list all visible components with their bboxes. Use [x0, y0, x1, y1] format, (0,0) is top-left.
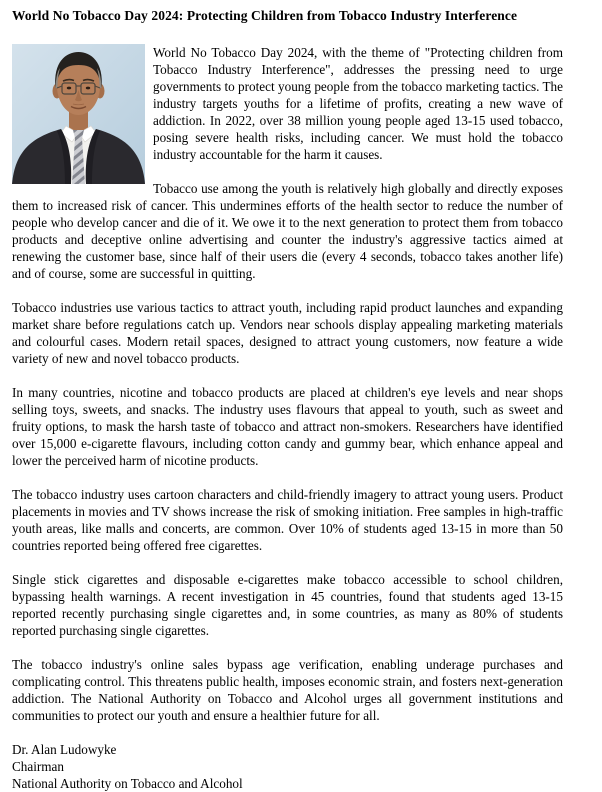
- signature-block: [12, 741, 563, 792]
- signature-role: Chairman: [12, 759, 65, 774]
- signature-name: Dr. Alan Ludowyke: [12, 742, 117, 757]
- portrait-photo: [12, 44, 145, 184]
- signature-organization: National Authority on Tobacco and Alcohol: [12, 776, 243, 791]
- body-paragraph-online-sales: The tobacco industry's online sales bypass age verification, enabling underage purchases and complicating control. This threatens public health, imposes economic strain, and fosters next-generation addiction. The National Authority on Tobacco and Alcohol urges all government institutions and communities to protect our youth and ensure a healthier future for all.: [12, 657, 563, 723]
- body-paragraph-single-sticks: Single stick cigarettes and disposable e-cigarettes make tobacco accessible to school children, bypassing health warnings. A recent investigation in 45 countries, found that students aged 13-15 reported recently purchasing single cigarettes and, in some countries, as many as 80% of students reported purchasing single cigarettes.: [12, 572, 563, 638]
- body-paragraph-marketing-imagery: The tobacco industry uses cartoon characters and child-friendly imagery to attract young users. Product placements in movies and TV shows increase the risk of smoking initiation. Free samples in high-traffic youth areas, like malls and concerts, are common. Over 10% of students aged 13-15 in more than 50 countries reported being offered free cigarettes.: [12, 487, 563, 553]
- body-paragraph-youth-risk: Tobacco use among the youth is relatively high globally and directly exposes them to increased risk of cancer. This undermines efforts of the health sector to reduce the number of people who develop cancer and die of it. We owe it to the next generation to protect them from tobacco products and deceptive online advertising and counter the industry's aggressive tactics aimed at renewing the customer base, since half of their users die (every 4 seconds, tobacco takes another life) and of course, some are successful in quitting.: [12, 181, 563, 281]
- body-paragraph-flavours: In many countries, nicotine and tobacco products are placed at children's eye levels and near shops selling toys, sweets, and snacks. The industry uses flavours that appeal to youth, such as sweet and fruity options, to mask the harsh taste of tobacco and attract non-smokers. Researchers have identified over 15,000 e-cigarette flavours, including cotton candy and gummy bear, which enhance appeal and lower the perceived harm of nicotine products.: [12, 385, 563, 468]
- document-title: World No Tobacco Day 2024: Protecting Children from Tobacco Industry Interference: [12, 8, 518, 23]
- body-paragraph-intro: World No Tobacco Day 2024, with the theme of "Protecting children from Tobacco Industry Interference", addresses the pressing need to urge governments to protect young people from the tobacco marketing tactics. The industry targets youths for a lifetime of profits, creating a new wave of addiction. In 2022, over 38 million young people aged 13-15 used tobacco, posing severe health risks, including cancer. We must hold the tobacco industry accountable for the harm it causes.: [153, 45, 563, 162]
- portrait-photo-graphic: [12, 44, 145, 184]
- body-paragraph-industry-tactics: Tobacco industries use various tactics to attract youth, including rapid product launches and expanding market share before regulations catch up. Vendors near schools display appealing marketing materials and colourful cases. Modern retail spaces, designed to attract young customers, now feature a wide variety of new and novel tobacco products.: [12, 300, 563, 366]
